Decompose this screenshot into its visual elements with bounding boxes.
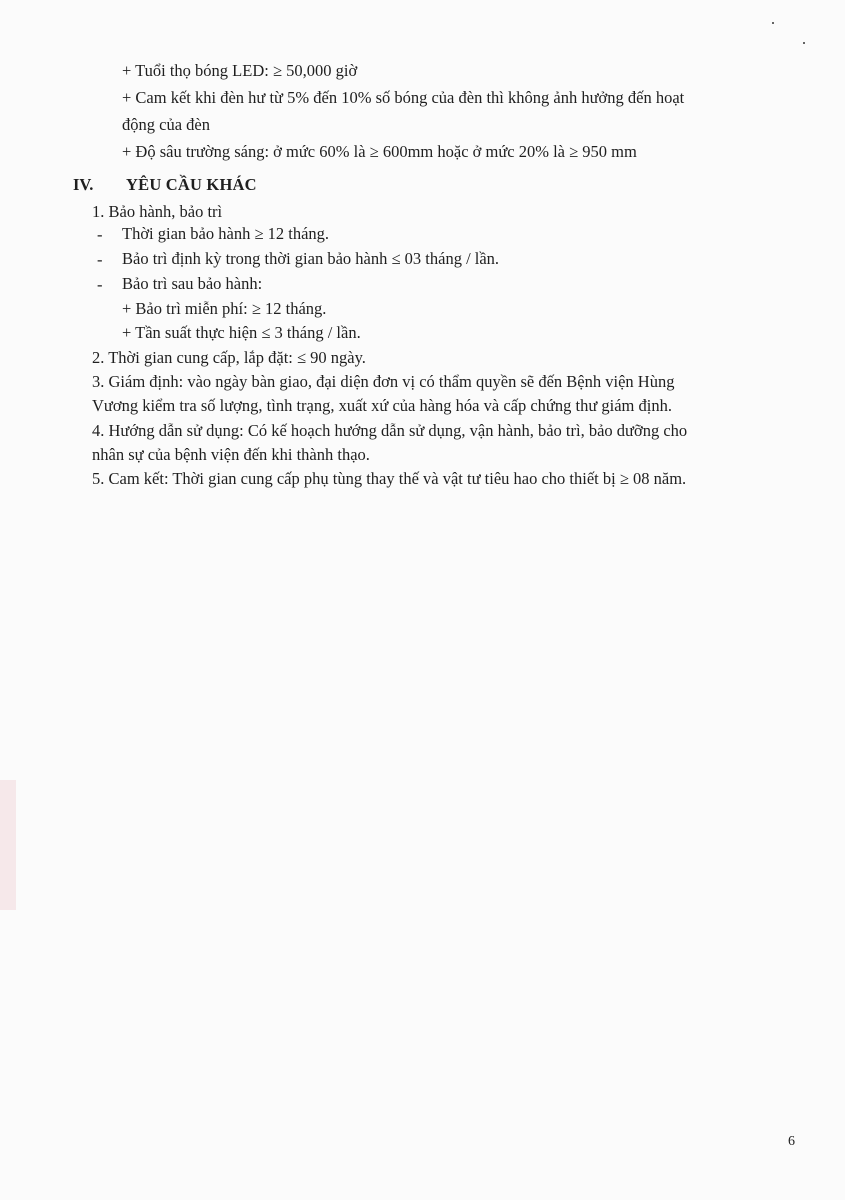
lamp-commitment-line-1: + Cam kết khi đèn hư từ 5% đến 10% số bóng của đèn thì không ảnh hưởng đến hoạt [122,88,685,107]
free-maintenance-line: + Bảo trì miễn phí: ≥ 12 tháng. [122,299,327,318]
section-number: IV. [73,175,94,194]
warranty-period-line: Thời gian bảo hành ≥ 12 tháng. [122,224,330,243]
guidance-line-2: nhân sự của bệnh viện đến khi thành thạo. [92,445,370,464]
inspection-line-1: 3. Giám định: vào ngày bàn giao, đại diện đơn vị có thẩm quyền sẽ đến Bệnh viện Hùng [92,372,675,391]
periodic-maintenance-line: Bảo trì định kỳ trong thời gian bảo hành ≤ 03 tháng / lần. [122,249,500,268]
scan-speck [803,42,805,44]
led-lifetime-line: + Tuổi thọ bóng LED: ≥ 50,000 giờ [122,61,358,80]
maintenance-frequency-line: + Tần suất thực hiện ≤ 3 tháng / lần. [122,323,361,342]
margin-stamp-mark [0,780,16,910]
after-warranty-line: Bảo trì sau bảo hành: [122,274,263,293]
bullet-dash: - [97,275,103,294]
section-title: YÊU CẦU KHÁC [126,175,257,194]
supply-time-line: 2. Thời gian cung cấp, lắp đặt: ≤ 90 ngày. [92,348,366,367]
scan-speck [772,22,774,24]
bullet-dash: - [97,250,103,269]
page-number: 6 [788,1134,795,1149]
warranty-heading: 1. Bảo hành, bảo trì [92,202,223,221]
spare-parts-commitment-line: 5. Cam kết: Thời gian cung cấp phụ tùng thay thế và vật tư tiêu hao cho thiết bị ≥ 08 năm. [92,469,687,488]
depth-of-field-line: + Độ sâu trường sáng: ở mức 60% là ≥ 600mm hoặc ở mức 20% là ≥ 950 mm [122,142,637,161]
guidance-line-1: 4. Hướng dẫn sử dụng: Có kế hoạch hướng dẫn sử dụng, vận hành, bảo trì, bảo dưỡng cho [92,421,688,440]
inspection-line-2: Vương kiểm tra số lượng, tình trạng, xuất xứ của hàng hóa và cấp chứng thư giám định. [92,396,672,415]
lamp-commitment-line-2: động của đèn [122,115,210,134]
bullet-dash: - [97,225,103,244]
